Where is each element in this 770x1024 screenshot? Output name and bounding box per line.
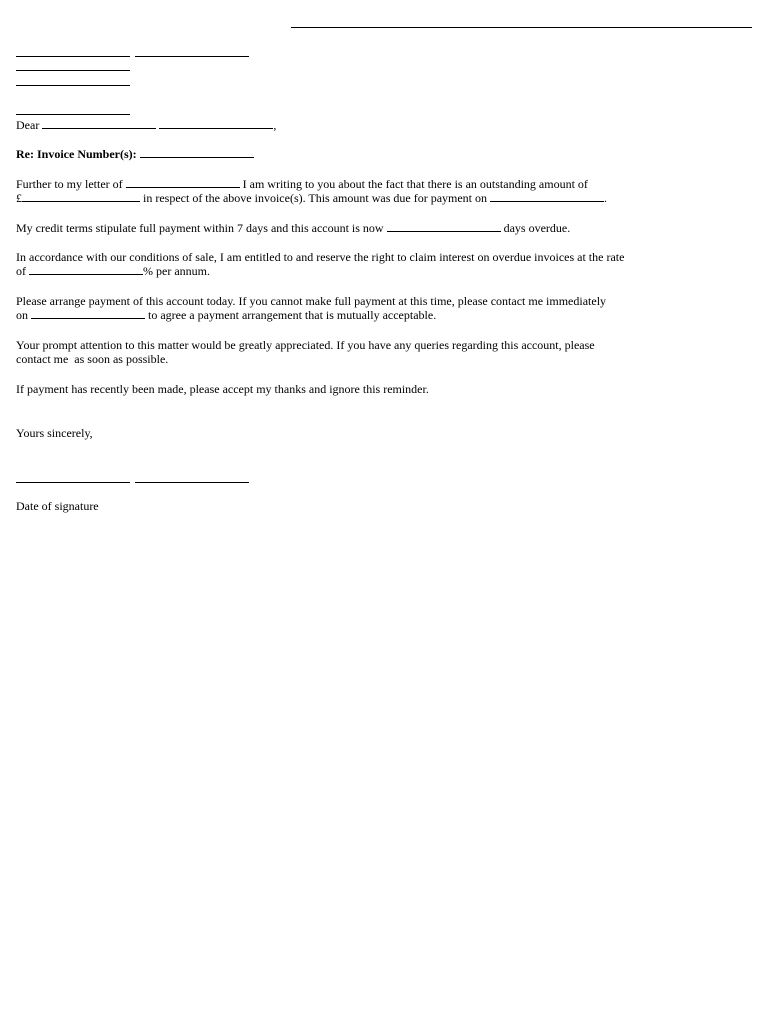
p4-text-a: Please arrange payment of this account today. If you cannot make full payment at this time, please contact me immediately <box>16 294 607 308</box>
contact-number-blank[interactable] <box>31 308 145 319</box>
address-blank-3[interactable] <box>16 85 130 86</box>
p4-text-b: on <box>16 308 28 322</box>
p2-text-b: days overdue. <box>503 221 571 235</box>
re-invoice-label: Re: Invoice Number(s): <box>16 147 137 161</box>
paragraph-5-line-2 <box>16 352 168 366</box>
address-blank-4[interactable] <box>16 114 130 115</box>
address-blank-2[interactable] <box>16 70 130 71</box>
signature-blank-a[interactable] <box>16 482 130 483</box>
re-invoice-line <box>16 147 254 161</box>
paragraph-4-line-1 <box>16 294 606 308</box>
recipient-first-name-blank[interactable] <box>42 118 156 129</box>
recipient-last-name-blank[interactable] <box>159 118 273 129</box>
p4-text-c: to agree a payment arrangement that is mutually acceptable. <box>148 308 437 322</box>
date-of-signature <box>16 499 99 513</box>
letter-date-blank[interactable] <box>126 177 240 188</box>
paragraph-2 <box>16 221 570 235</box>
p6-text: If payment has recently been made, please accept my thanks and ignore this reminder. <box>16 382 429 396</box>
interest-rate-blank[interactable] <box>29 264 143 275</box>
signature-blank-b[interactable] <box>135 482 249 483</box>
closing-yours <box>16 426 93 440</box>
p3-text-b: of <box>16 264 26 278</box>
paragraph-3-line-1 <box>16 250 624 264</box>
p1-text-b: I am writing to you about the fact that there is an outstanding amount of <box>242 177 588 191</box>
p5-text-a: Your prompt attention to this matter would be greatly appreciated. If you have any queries regarding this account, please <box>16 338 595 352</box>
paragraph-1-line-2 <box>16 191 607 205</box>
paragraph-6 <box>16 382 429 396</box>
paragraph-4-line-2 <box>16 308 436 322</box>
p5-text-b: contact me as soon as possible. <box>16 352 169 366</box>
paragraph-5-line-1 <box>16 338 595 352</box>
header-fill-line <box>291 27 752 28</box>
paragraph-1-line-1 <box>16 177 588 191</box>
salutation-comma: , <box>273 118 277 132</box>
paragraph-3-line-2 <box>16 264 210 278</box>
days-overdue-blank[interactable] <box>387 221 501 232</box>
closing-text: Yours sincerely, <box>16 426 93 440</box>
p3-text-a: In accordance with our conditions of sale, I am entitled to and reserve the right to claim interest on overdue invoices at the rate <box>16 250 625 264</box>
due-date-blank[interactable] <box>490 191 604 202</box>
p1-text-a: Further to my letter of <box>16 177 123 191</box>
salutation-dear: Dear <box>16 118 40 132</box>
date-of-signature-label: Date of signature <box>16 499 99 513</box>
p3-text-c: % per annum. <box>143 264 210 278</box>
p1-text-e: . <box>604 191 608 205</box>
p1-text-d: in respect of the above invoice(s). This amount was due for payment on <box>143 191 488 205</box>
p1-currency: £ <box>16 191 22 205</box>
address-blank-1a[interactable] <box>16 56 130 57</box>
outstanding-amount-blank[interactable] <box>22 191 140 202</box>
p2-text-a: My credit terms stipulate full payment within 7 days and this account is now <box>16 221 384 235</box>
address-blank-1b[interactable] <box>135 56 249 57</box>
salutation-line <box>16 118 276 132</box>
invoice-number-blank[interactable] <box>140 147 254 158</box>
